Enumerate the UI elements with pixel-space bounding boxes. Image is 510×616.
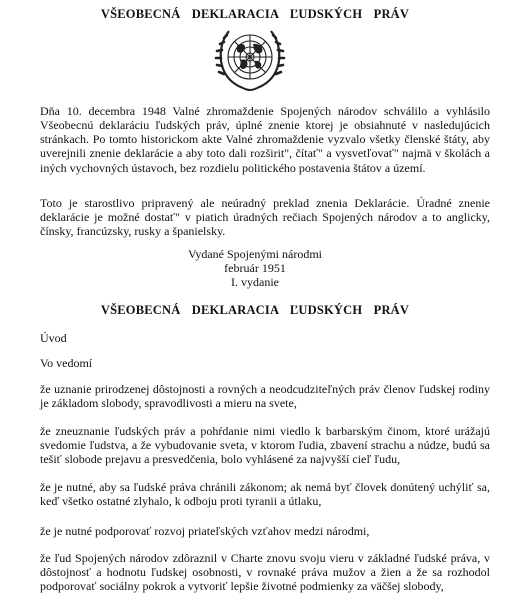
preamble-item: že je nutné, aby sa ľudské práva chránili zákonom; ak nemá byť človek donútený uchýliť sa, keď všetko ostatné zlyhalo, k odboju proti tyranii a útlaku,	[40, 480, 490, 509]
publication-info	[0, 247, 510, 289]
section-title: VŠEOBECNÁ DEKLARACIA ĽUDSKÝCH PRÁV	[100, 303, 410, 317]
preamble-item: že uznanie prirodzenej dôstojnosti a rovných a neodcudziteľných práv členov ľudskej rodiny je základom slobody, spravodlivosti a mieru na svete,	[40, 382, 490, 411]
intro-paragraph-2: Toto je starostlivo pripravený ale neúradný preklad znenia Deklarácie. Úradné znenie deklarácie je možné dostať" v piatich úradných rečiach Spojených národov a to anglicky, čínsky, francúzsky, rusky a španielsky.	[40, 196, 490, 239]
publication-date: február 1951	[224, 261, 286, 276]
publisher-line: Vydané Spojenými národmi	[188, 247, 322, 261]
intro-paragraph-1: Dňa 10. decembra 1948 Valné zhromaždenie Spojených národov schválilo a vyhlásilo Všeobecnú deklaráciu ľudských práv, úplné znenie ktorej je obsiahnuté v nasledujúcich stránkach. Po tomto historickom akte Valné zhromaždenie vyzvalo všetky členské štáty, aby uverejnili znenie deklarácie a aby toto dali rozširit", čítať" a vysvetľovať" najmä v školách a iných vychovných ústavoch, bez rozdielu politického postavenia štátov a území.	[40, 104, 490, 175]
edition-line: I. vydanie	[231, 275, 279, 290]
document-title: VŠEOBECNÁ DEKLARACIA ĽUDSKÝCH PRÁV	[100, 7, 410, 21]
preamble-lead: Vo vedomí	[40, 356, 93, 370]
un-emblem-icon	[213, 24, 287, 94]
preamble-item: že ľud Spojených národov zdôraznil v Charte znovu svoju vieru v základné ľudské práva, v dôstojnosť a hodnotu ľudskej osobnosti, v rovnaké práva mužov a žien a že sa rozhodol podporovať sociálny pokrok a vytvoriť lepšie životné podmienky za väčšej slobody,	[40, 551, 490, 594]
preamble-heading: Úvod	[40, 331, 67, 345]
preamble-item: že zneuznanie ľudských práv a pohŕdanie nimi viedlo k barbarským činom, ktoré urážajú svedomie ľudstva, a že vybudovanie sveta, v ktorom ľudia, zbavení strachu a núdze, budú sa tešiť slobode prejavu a presvedčenia, bolo vyhlásené za najvyšší cieľ ľudu,	[40, 424, 490, 467]
preamble-item: že je nutné podporovať rozvoj priateľských vzťahov medzi národmi,	[40, 524, 370, 538]
